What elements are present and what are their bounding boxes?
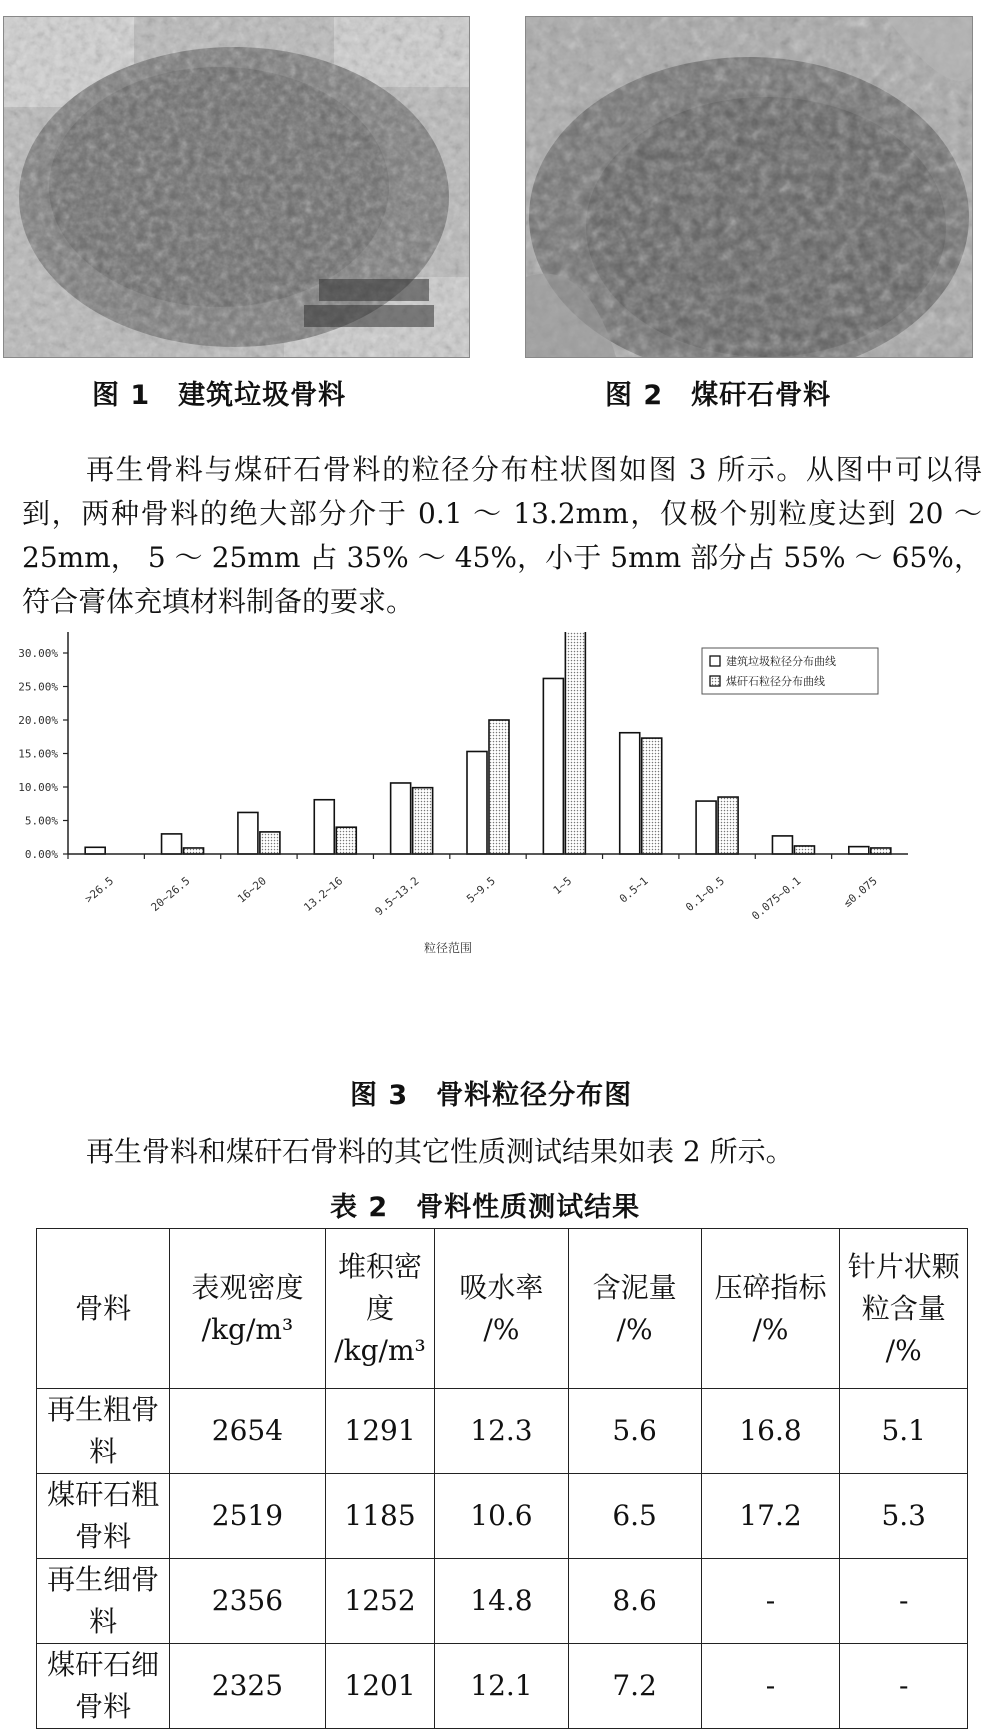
- table-cell: 5.6: [568, 1389, 701, 1474]
- y-tick-label: 0.00%: [24, 848, 58, 861]
- table-cell: 2325: [170, 1644, 326, 1729]
- legend-swatch: [710, 656, 720, 666]
- x-tick-label: 0.5~1: [616, 874, 651, 906]
- table-row: [37, 1389, 968, 1474]
- table-cell: 7.2: [568, 1644, 701, 1729]
- table-cell: 再生细骨料: [37, 1559, 170, 1644]
- construction-waste-aggregate-photo: [3, 16, 470, 358]
- header-aggregate: 骨料: [37, 1229, 170, 1389]
- paragraph-particle-size: 再生骨料与煤矸石骨料的粒径分布柱状图如图 3 所示。从图中可以得到，两种骨料的绝大部分介于 0.1 ～ 13.2mm，仅极个别粒度达到 20 ～ 25mm， 5 ～ 25mm 占 35% ～ 45%，小于 5mm 部分占 55% ～ 65%，符合膏体充填材料制备的要求。: [22, 453, 982, 618]
- bar-coal-gangue: [565, 632, 585, 854]
- y-tick-label: 10.00%: [18, 781, 58, 794]
- chart-legend: [702, 648, 878, 694]
- table-cell: 5.3: [840, 1474, 968, 1559]
- y-axis: [18, 632, 68, 861]
- table-2-title: 表 2 骨料性质测试结果: [330, 1192, 641, 1223]
- x-tick-label: 20~26.5: [148, 874, 193, 915]
- table-cell: 煤矸石细骨料: [37, 1644, 170, 1729]
- table-cell: -: [701, 1644, 840, 1729]
- table-cell: 12.3: [435, 1389, 568, 1474]
- bar-construction-waste: [696, 801, 716, 854]
- paragraph-table-intro: 再生骨料和煤矸石骨料的其它性质测试结果如表 2 所示。: [86, 1135, 794, 1168]
- y-tick-label: 20.00%: [18, 714, 58, 727]
- bar-coal-gangue: [794, 846, 814, 854]
- bar-coal-gangue: [871, 848, 891, 854]
- bar-construction-waste: [620, 733, 640, 854]
- x-tick-label: 0.075~0.1: [749, 874, 804, 923]
- y-tick-label: 5.00%: [24, 814, 58, 828]
- x-axis-label: 粒径范围: [423, 941, 473, 955]
- table-cell: 6.5: [568, 1474, 701, 1559]
- header-mud-content: 含泥量 /%: [568, 1229, 701, 1389]
- bar-coal-gangue: [260, 832, 280, 854]
- table-cell: 2519: [170, 1474, 326, 1559]
- figure-1-caption: 图 1 建筑垃圾骨料: [92, 380, 347, 411]
- table-cell: 1201: [325, 1644, 435, 1729]
- header-water-absorption: 吸水率 /%: [435, 1229, 568, 1389]
- table-cell: 1185: [325, 1474, 435, 1559]
- y-tick-label: 30.00%: [18, 647, 58, 660]
- bar-coal-gangue: [413, 788, 433, 854]
- table-cell: 16.8: [701, 1389, 840, 1474]
- bar-coal-gangue: [642, 738, 662, 854]
- figure-2-caption: 图 2 煤矸石骨料: [605, 380, 832, 411]
- table-cell: -: [701, 1559, 840, 1644]
- legend-swatch: [710, 676, 720, 686]
- table-row: [37, 1644, 968, 1729]
- table-cell: 2356: [170, 1559, 326, 1644]
- x-tick-label: >26.5: [82, 874, 117, 906]
- bar-construction-waste: [849, 847, 869, 854]
- bar-construction-waste: [772, 836, 792, 854]
- bar-construction-waste: [543, 678, 563, 854]
- particle-size-distribution-chart: [0, 632, 1000, 1070]
- table-cell: 8.6: [568, 1559, 701, 1644]
- table-cell: 煤矸石粗骨料: [37, 1474, 170, 1559]
- x-tick-label: 13.2~16: [301, 874, 346, 915]
- bar-construction-waste: [162, 834, 182, 854]
- bar-coal-gangue: [489, 720, 509, 854]
- table-cell: 2654: [170, 1389, 326, 1474]
- header-crushing-index: 压碎指标 /%: [701, 1229, 840, 1389]
- table-cell: 再生粗骨料: [37, 1389, 170, 1474]
- bar-construction-waste: [85, 847, 105, 854]
- bar-construction-waste: [467, 751, 487, 854]
- table-cell: 14.8: [435, 1559, 568, 1644]
- legend-label: 建筑垃圾粒径分布曲线: [726, 655, 836, 668]
- table-cell: 1291: [325, 1389, 435, 1474]
- x-tick-label: 0.1~0.5: [683, 874, 728, 915]
- bar-construction-waste: [238, 812, 258, 854]
- y-tick-label: 25.00%: [18, 680, 58, 694]
- table-header-row: [37, 1229, 968, 1389]
- bar-construction-waste: [314, 800, 334, 854]
- y-tick-label: 15.00%: [18, 747, 58, 761]
- table-cell: 17.2: [701, 1474, 840, 1559]
- table-row: [37, 1474, 968, 1559]
- table-cell: -: [840, 1559, 968, 1644]
- coal-gangue-aggregate-photo: [525, 16, 973, 358]
- table-cell: 1252: [325, 1559, 435, 1644]
- x-tick-label: 16~20: [235, 874, 269, 906]
- table-cell: 5.1: [840, 1389, 968, 1474]
- table-cell: 10.6: [435, 1474, 568, 1559]
- table-row: [37, 1559, 968, 1644]
- x-tick-label: ≤0.075: [840, 874, 880, 910]
- figure-3-caption: 图 3 骨料粒径分布图: [350, 1080, 633, 1111]
- x-tick-label: 1~5: [550, 874, 575, 898]
- aggregate-properties-table: [36, 1228, 968, 1729]
- bar-coal-gangue: [184, 848, 204, 854]
- legend-label: 煤矸石粒径分布曲线: [726, 675, 825, 688]
- table-cell: 12.1: [435, 1644, 568, 1729]
- bar-construction-waste: [391, 783, 411, 854]
- header-apparent-density: 表观密度 /kg/m³: [170, 1229, 326, 1389]
- header-flaky-particle-content: 针片状颗粒含量 /%: [840, 1229, 968, 1389]
- x-tick-label: 9.5~13.2: [372, 874, 422, 919]
- header-bulk-density: 堆积密度 /kg/m³: [325, 1229, 435, 1389]
- table-cell: -: [840, 1644, 968, 1729]
- x-axis: [68, 854, 908, 923]
- bar-coal-gangue: [336, 827, 356, 854]
- bar-coal-gangue: [718, 797, 738, 854]
- x-tick-label: 5~9.5: [464, 874, 498, 906]
